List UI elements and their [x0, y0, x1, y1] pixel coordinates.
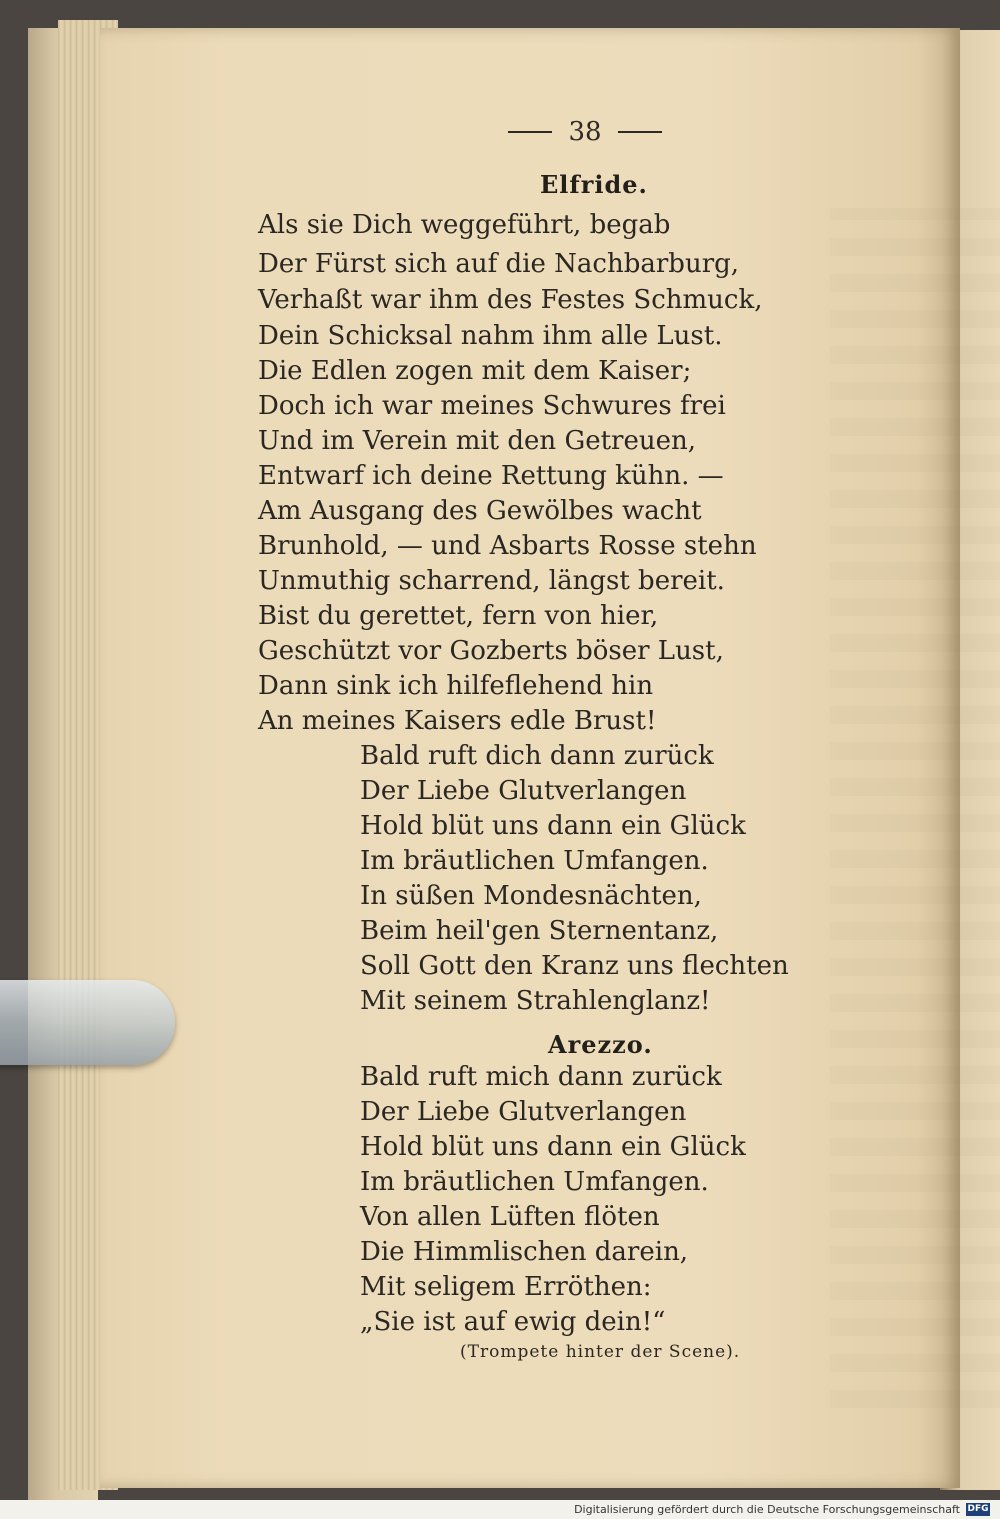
header-dash-left — [508, 131, 552, 133]
stage-direction: (Trompete hinter der Scene). — [460, 1342, 741, 1362]
verse-line: Die Edlen zogen mit dem Kaiser; — [258, 356, 692, 386]
verse-line: Hold blüt uns dann ein Glück — [360, 1132, 746, 1162]
verse-line: Hold blüt uns dann ein Glück — [360, 811, 746, 841]
verse-line: Bald ruft dich dann zurück — [360, 741, 714, 771]
dfg-logo: DFG — [967, 1504, 989, 1514]
page-number: 38 — [568, 117, 602, 147]
verse-line: Dein Schicksal nahm ihm alle Lust. — [258, 321, 723, 351]
verse-line: Beim heil'gen Sternentanz, — [360, 916, 719, 946]
verse-line: Mit seinem Strahlenglanz! — [360, 986, 711, 1016]
verse-line: Die Himmlischen darein, — [360, 1237, 689, 1267]
verse-line: Dann sink ich hilfeflehend hin — [258, 671, 654, 701]
footer-credit: Digitalisierung gefördert durch die Deutsche Forschungsgemeinschaft — [574, 1503, 960, 1516]
verse-line: Entwarf ich deine Rettung kühn. — — [258, 461, 724, 491]
verse-line: An meines Kaisers edle Brust! — [258, 706, 657, 736]
page-clip — [0, 980, 175, 1065]
verse-line: Verhaßt war ihm des Festes Schmuck, — [258, 285, 763, 315]
verse-line: Im bräutlichen Umfangen. — [360, 1167, 709, 1197]
verse-line: Bist du gerettet, fern von hier, — [258, 601, 659, 631]
verse-line: Der Fürst sich auf die Nachbarburg, — [258, 249, 740, 279]
verse-line: Doch ich war meines Schwures frei — [258, 391, 726, 421]
footer-bar — [0, 1500, 1000, 1519]
verse-line: „Sie ist auf ewig dein!“ — [360, 1307, 666, 1337]
verse-line: Der Liebe Glutverlangen — [360, 1097, 687, 1127]
verse-line: Der Liebe Glutverlangen — [360, 776, 687, 806]
verse-line: In süßen Mondesnächten, — [360, 881, 702, 911]
verse-line: Am Ausgang des Gewölbes wacht — [258, 496, 702, 526]
speaker-heading-arezzo: Arezzo. — [548, 1030, 653, 1059]
show-through — [830, 208, 1000, 1408]
page-header — [480, 112, 690, 152]
verse-line: Als sie Dich weggeführt, begab — [258, 210, 671, 240]
verse-line: Soll Gott den Kranz uns flechten — [360, 951, 789, 981]
verse-line: Und im Verein mit den Getreuen, — [258, 426, 697, 456]
verse-line: Mit seligem Erröthen: — [360, 1272, 652, 1302]
verse-line: Brunhold, — und Asbarts Rosse stehn — [258, 531, 757, 561]
verse-line: Geschützt vor Gozberts böser Lust, — [258, 636, 724, 666]
verse-line: Von allen Lüften flöten — [360, 1202, 660, 1232]
verse-line: Unmuthig scharrend, längst bereit. — [258, 566, 725, 596]
verse-line: Im bräutlichen Umfangen. — [360, 846, 709, 876]
verse-line: Bald ruft mich dann zurück — [360, 1062, 722, 1092]
speaker-heading-elfride: Elfride. — [540, 170, 648, 199]
header-dash-right — [618, 131, 662, 133]
